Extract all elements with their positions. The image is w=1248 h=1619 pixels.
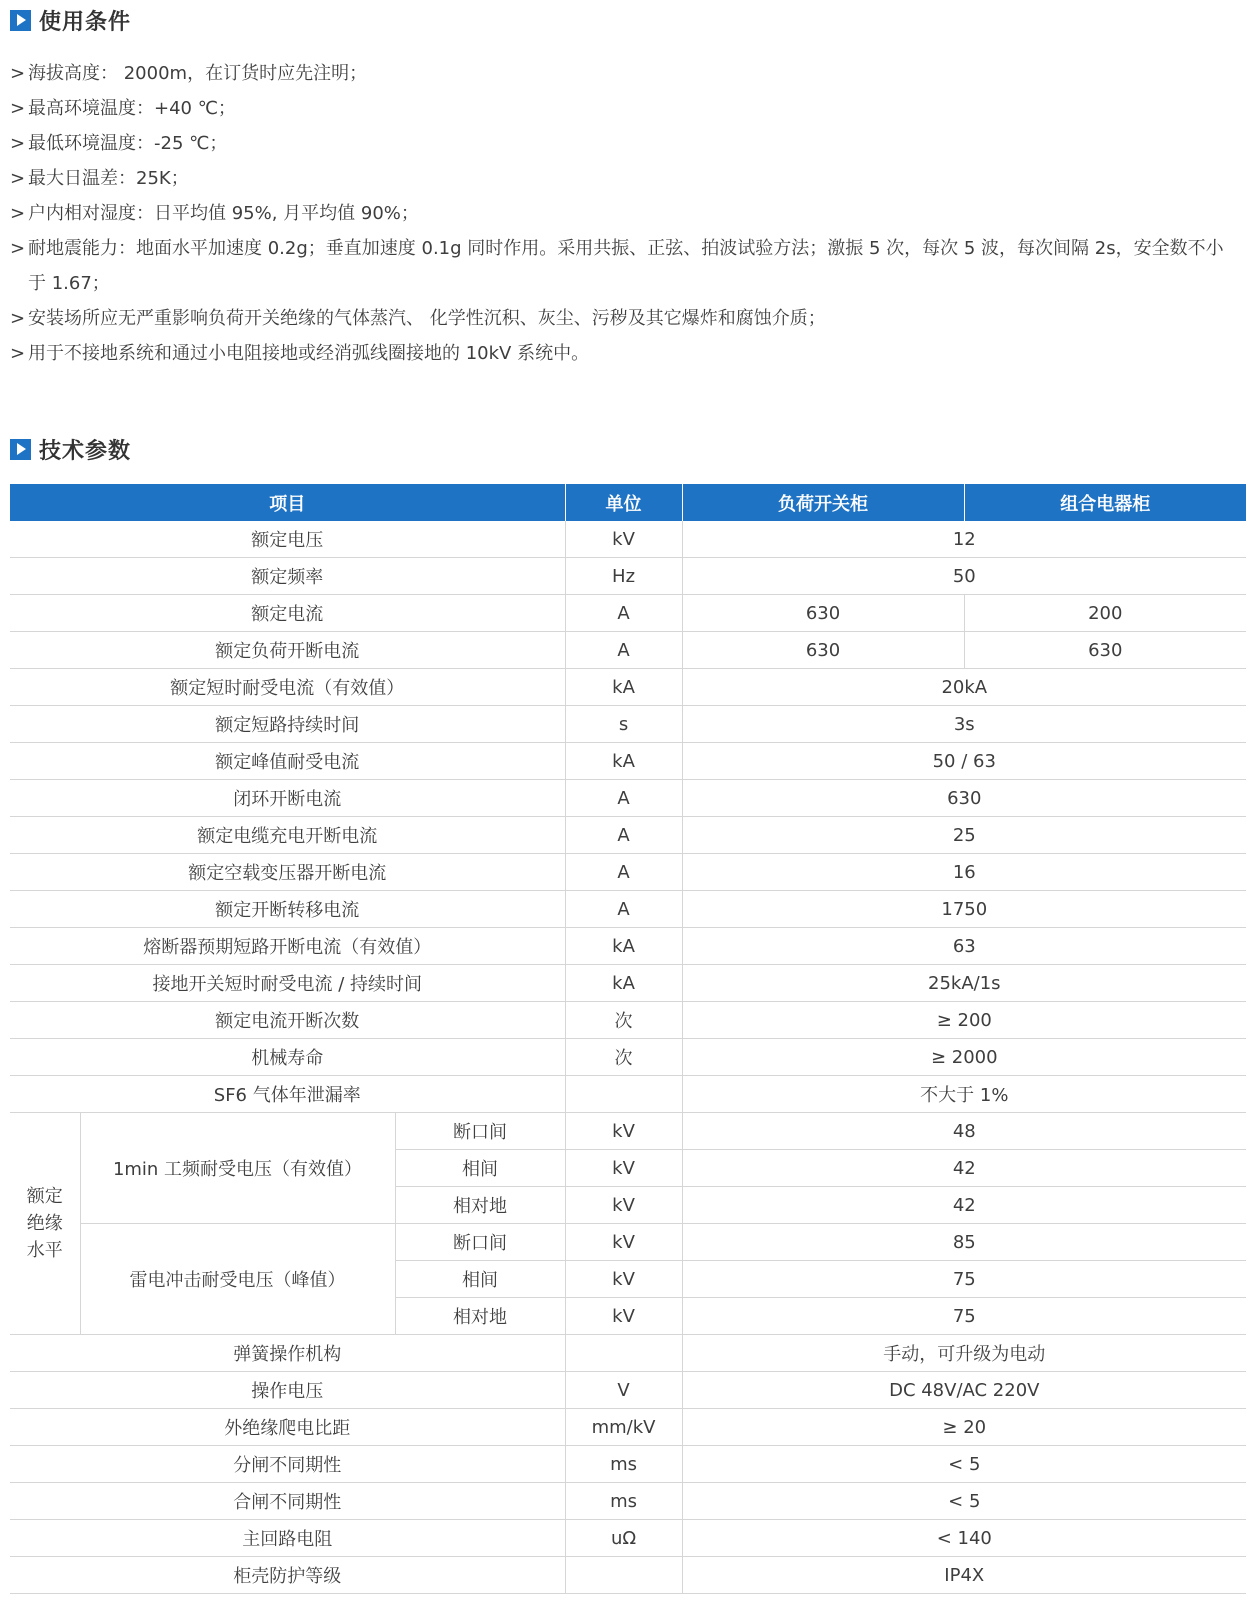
header-unit: 单位	[565, 484, 682, 521]
load-switch-value-cell: 630	[682, 595, 964, 632]
value-cell: 85	[682, 1224, 1246, 1261]
value-cell: 12	[682, 521, 1246, 558]
table-row	[10, 632, 1246, 669]
combo-value-cell: 200	[964, 595, 1246, 632]
value-cell: 不大于 1%	[682, 1076, 1246, 1113]
item-cell: 额定负荷开断电流	[10, 632, 565, 669]
value-cell: 63	[682, 928, 1246, 965]
list-item: > 海拔高度： 2000m，在订货时应先注明；	[10, 56, 1238, 91]
item-cell: 弹簧操作机构	[10, 1335, 565, 1372]
unit-cell	[565, 1557, 682, 1594]
item-cell: 分闸不同期性	[10, 1446, 565, 1483]
item-cell: 额定开断转移电流	[10, 891, 565, 928]
list-item: > 耐地震能力：地面水平加速度 0.2g；垂直加速度 0.1g 同时作用。采用共振、正弦、拍波试验方法；激振 5 次，每次 5 波，每次间隔 2s，安全数不小于 1.67；	[10, 231, 1238, 301]
value-cell: 75	[682, 1298, 1246, 1335]
unit-cell: s	[565, 706, 682, 743]
value-cell: ≥ 20	[682, 1409, 1246, 1446]
item-cell: 机械寿命	[10, 1039, 565, 1076]
sub-item-cell: 相间	[395, 1150, 565, 1187]
value-cell: 20kA	[682, 669, 1246, 706]
value-cell: 16	[682, 854, 1246, 891]
table-header-row	[10, 484, 1246, 521]
insulation-level-label: 额定 绝缘 水平	[10, 1113, 80, 1335]
section-header-params	[10, 434, 131, 465]
table-row	[10, 965, 1246, 1002]
item-cell: 额定电流	[10, 595, 565, 632]
table-row	[10, 1076, 1246, 1113]
table-row	[10, 817, 1246, 854]
item-cell: 操作电压	[10, 1372, 565, 1409]
insulation-group-label: 雷电冲击耐受电压（峰值）	[80, 1224, 395, 1335]
table-row	[10, 558, 1246, 595]
table-row	[10, 1039, 1246, 1076]
sub-item-cell: 相对地	[395, 1298, 565, 1335]
value-cell: ≥ 200	[682, 1002, 1246, 1039]
table-row	[10, 595, 1246, 632]
section-header-conditions	[10, 5, 131, 36]
item-cell: 接地开关短时耐受电流 / 持续时间	[10, 965, 565, 1002]
unit-cell: V	[565, 1372, 682, 1409]
value-cell: 42	[682, 1150, 1246, 1187]
unit-cell	[565, 1076, 682, 1113]
params-table	[10, 484, 1246, 1594]
item-cell: 柜壳防护等级	[10, 1557, 565, 1594]
table-row	[10, 1372, 1246, 1409]
table-row	[10, 1409, 1246, 1446]
list-item: > 户内相对湿度：日平均值 95%, 月平均值 90%；	[10, 196, 1238, 231]
value-cell: 25	[682, 817, 1246, 854]
list-item: > 安装场所应无严重影响负荷开关绝缘的气体蒸汽、 化学性沉积、灰尘、污秽及其它爆炸和腐蚀介质；	[10, 301, 1238, 336]
value-cell: < 5	[682, 1446, 1246, 1483]
item-cell: 额定电缆充电开断电流	[10, 817, 565, 854]
unit-cell: kA	[565, 669, 682, 706]
unit-cell: mm/kV	[565, 1409, 682, 1446]
unit-cell: A	[565, 817, 682, 854]
table-row	[10, 669, 1246, 706]
header-item: 项目	[10, 484, 565, 521]
value-cell: DC 48V/AC 220V	[682, 1372, 1246, 1409]
value-cell: < 5	[682, 1483, 1246, 1520]
unit-cell: kA	[565, 743, 682, 780]
table-body	[10, 521, 1246, 1594]
combo-value-cell: 630	[964, 632, 1246, 669]
load-switch-value-cell: 630	[682, 632, 964, 669]
table-row	[10, 1483, 1246, 1520]
item-cell: SF6 气体年泄漏率	[10, 1076, 565, 1113]
value-cell: 3s	[682, 706, 1246, 743]
play-arrow-icon	[10, 10, 31, 31]
list-item: > 用于不接地系统和通过小电阻接地或经消弧线圈接地的 10kV 系统中。	[10, 336, 1238, 371]
item-cell: 额定频率	[10, 558, 565, 595]
table-row	[10, 1335, 1246, 1372]
header-combo: 组合电器柜	[964, 484, 1246, 521]
item-cell: 额定空载变压器开断电流	[10, 854, 565, 891]
item-cell: 额定峰值耐受电流	[10, 743, 565, 780]
item-cell: 额定短时耐受电流（有效值）	[10, 669, 565, 706]
unit-cell: Hz	[565, 558, 682, 595]
unit-cell: A	[565, 891, 682, 928]
conditions-list	[10, 56, 1238, 371]
unit-cell: 次	[565, 1002, 682, 1039]
table-row	[10, 521, 1246, 558]
sub-item-cell: 相间	[395, 1261, 565, 1298]
table-row	[10, 891, 1246, 928]
value-cell: < 140	[682, 1520, 1246, 1557]
value-cell: 50	[682, 558, 1246, 595]
value-cell: 1750	[682, 891, 1246, 928]
unit-cell	[565, 1335, 682, 1372]
table-row	[10, 1520, 1246, 1557]
unit-cell: kV	[565, 1187, 682, 1224]
table-row	[10, 1557, 1246, 1594]
unit-cell: kV	[565, 1298, 682, 1335]
item-cell: 额定电压	[10, 521, 565, 558]
unit-cell: ms	[565, 1483, 682, 1520]
item-cell: 外绝缘爬电比距	[10, 1409, 565, 1446]
value-cell: 50 / 63	[682, 743, 1246, 780]
unit-cell: kV	[565, 1113, 682, 1150]
value-cell: ≥ 2000	[682, 1039, 1246, 1076]
unit-cell: A	[565, 854, 682, 891]
unit-cell: kV	[565, 521, 682, 558]
value-cell: 630	[682, 780, 1246, 817]
unit-cell: A	[565, 780, 682, 817]
item-cell: 主回路电阻	[10, 1520, 565, 1557]
value-cell: 48	[682, 1113, 1246, 1150]
value-cell: IP4X	[682, 1557, 1246, 1594]
unit-cell: kV	[565, 1261, 682, 1298]
item-cell: 合闸不同期性	[10, 1483, 565, 1520]
list-item: > 最高环境温度：+40 ℃；	[10, 91, 1238, 126]
unit-cell: A	[565, 632, 682, 669]
list-item: > 最大日温差：25K；	[10, 161, 1238, 196]
list-item: > 最低环境温度：-25 ℃；	[10, 126, 1238, 161]
unit-cell: kA	[565, 928, 682, 965]
table-row	[10, 1224, 1246, 1261]
item-cell: 闭环开断电流	[10, 780, 565, 817]
value-cell: 75	[682, 1261, 1246, 1298]
unit-cell: kA	[565, 965, 682, 1002]
table-row	[10, 743, 1246, 780]
table-row	[10, 706, 1246, 743]
sub-item-cell: 相对地	[395, 1187, 565, 1224]
table-row	[10, 1002, 1246, 1039]
item-cell: 额定短路持续时间	[10, 706, 565, 743]
sub-item-cell: 断口间	[395, 1113, 565, 1150]
header-load-switch: 负荷开关柜	[682, 484, 964, 521]
item-cell: 额定电流开断次数	[10, 1002, 565, 1039]
value-cell: 25kA/1s	[682, 965, 1246, 1002]
unit-cell: kV	[565, 1150, 682, 1187]
table-row	[10, 928, 1246, 965]
table-row	[10, 854, 1246, 891]
table-row	[10, 1446, 1246, 1483]
item-cell: 熔断器预期短路开断电流（有效值）	[10, 928, 565, 965]
play-arrow-icon	[10, 439, 31, 460]
unit-cell: uΩ	[565, 1520, 682, 1557]
section-title: 使用条件	[39, 10, 132, 35]
insulation-group-label: 1min 工频耐受电压（有效值）	[80, 1113, 395, 1224]
unit-cell: ms	[565, 1446, 682, 1483]
unit-cell: kV	[565, 1224, 682, 1261]
unit-cell: 次	[565, 1039, 682, 1076]
unit-cell: A	[565, 595, 682, 632]
section-title: 技术参数	[39, 439, 132, 464]
value-cell: 42	[682, 1187, 1246, 1224]
table-row	[10, 780, 1246, 817]
value-cell: 手动，可升级为电动	[682, 1335, 1246, 1372]
sub-item-cell: 断口间	[395, 1224, 565, 1261]
table-row	[10, 1113, 1246, 1150]
